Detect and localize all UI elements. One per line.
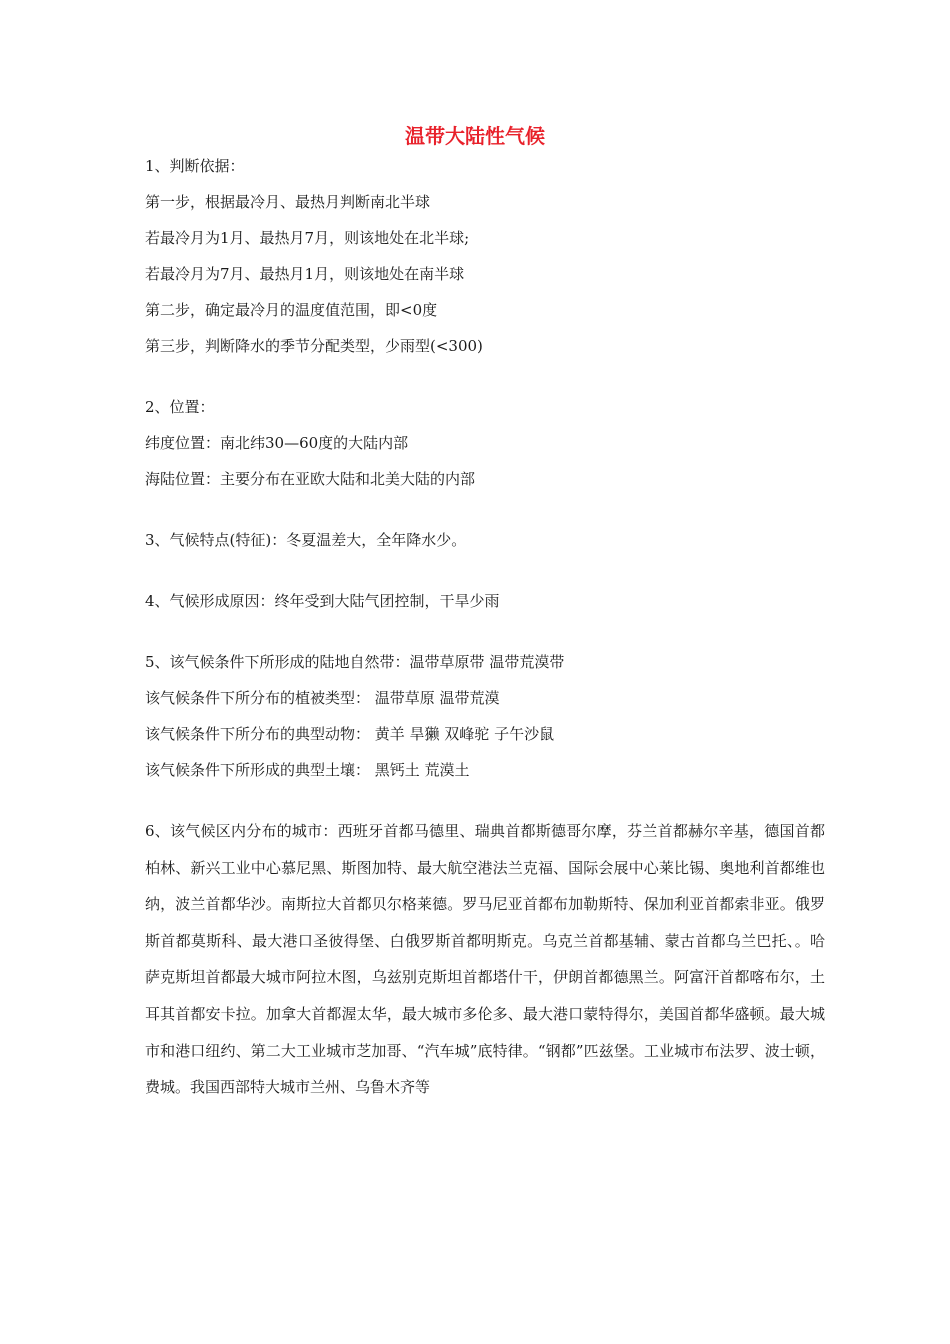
section-1-heading: 1、判断依据： xyxy=(145,157,245,175)
spacer xyxy=(145,619,825,644)
section-2-line-1: 纬度位置：南北纬30—60度的大陆内部 xyxy=(145,434,409,452)
section-1-line-5: 第三步，判断降水的季节分配类型，少雨型(<300) xyxy=(145,337,483,355)
section-3-heading: 3、气候特点(特征)：冬夏温差大，全年降水少。 xyxy=(145,531,467,549)
section-1-line-4: 第二步，确定最冷月的温度值范围，即<0度 xyxy=(145,301,438,319)
spacer xyxy=(145,788,825,813)
section-2-line-2: 海陆位置：主要分布在亚欧大陆和北美大陆的内部 xyxy=(145,470,476,488)
section-1-line-2: 若最冷月为1月、最热月7月，则该地处在北半球; xyxy=(145,229,470,247)
document-body xyxy=(145,148,825,1106)
spacer xyxy=(145,497,825,522)
section-2-heading: 2、位置： xyxy=(145,398,215,416)
section-1-line-3: 若最冷月为7月、最热月1月，则该地处在南半球 xyxy=(145,265,465,283)
section-5-line-1: 该气候条件下所分布的植被类型： 温带草原 温带荒漠 xyxy=(145,689,500,707)
section-4-heading: 4、气候形成原因：终年受到大陆气团控制，干旱少雨 xyxy=(145,592,500,610)
spacer xyxy=(145,558,825,583)
section-5-line-3: 该气候条件下所形成的典型土壤： 黑钙土 荒漠土 xyxy=(145,761,470,779)
section-5-heading: 5、该气候条件下所形成的陆地自然带：温带草原带 温带荒漠带 xyxy=(145,653,565,671)
spacer xyxy=(145,364,825,389)
section-6-paragraph: 6、该气候区内分布的城市：西班牙首都马德里、瑞典首都斯德哥尔摩，芬兰首都赫尔辛基，德国首都柏林、新兴工业中心慕尼黑、斯图加特、最大航空港法兰克福、国际会展中心莱比锡、奥地利首都维也纳，波兰首都华沙。南斯拉大首都贝尔格莱德。罗马尼亚首都布加勒斯特、保加利亚首都索非亚。俄罗斯首都莫斯科、最大港口圣彼得堡、白俄罗斯首都明斯克。乌克兰首都基辅、蒙古首都乌兰巴托、。哈萨克斯坦首都最大城市阿拉木图，乌兹别克斯坦首都塔什干，伊朗首都德黑兰。阿富汗首都喀布尔，土耳其首都安卡拉。加拿大首都渥太华，最大城市多伦多、最大港口蒙特得尔，美国首都华盛顿。最大城市和港口纽约、第二大工业城市芝加哥、“汽车城”底特律。“钢都”匹兹堡。工业城市布法罗、波士顿，费城。我国西部特大城市兰州、乌鲁木齐等 xyxy=(145,822,825,1097)
section-5-line-2: 该气候条件下所分布的典型动物： 黄羊 旱獭 双峰驼 子午沙鼠 xyxy=(145,725,555,743)
document-title: 温带大陆性气候 xyxy=(405,124,545,148)
section-1-line-1: 第一步，根据最冷月、最热月判断南北半球 xyxy=(145,193,431,211)
